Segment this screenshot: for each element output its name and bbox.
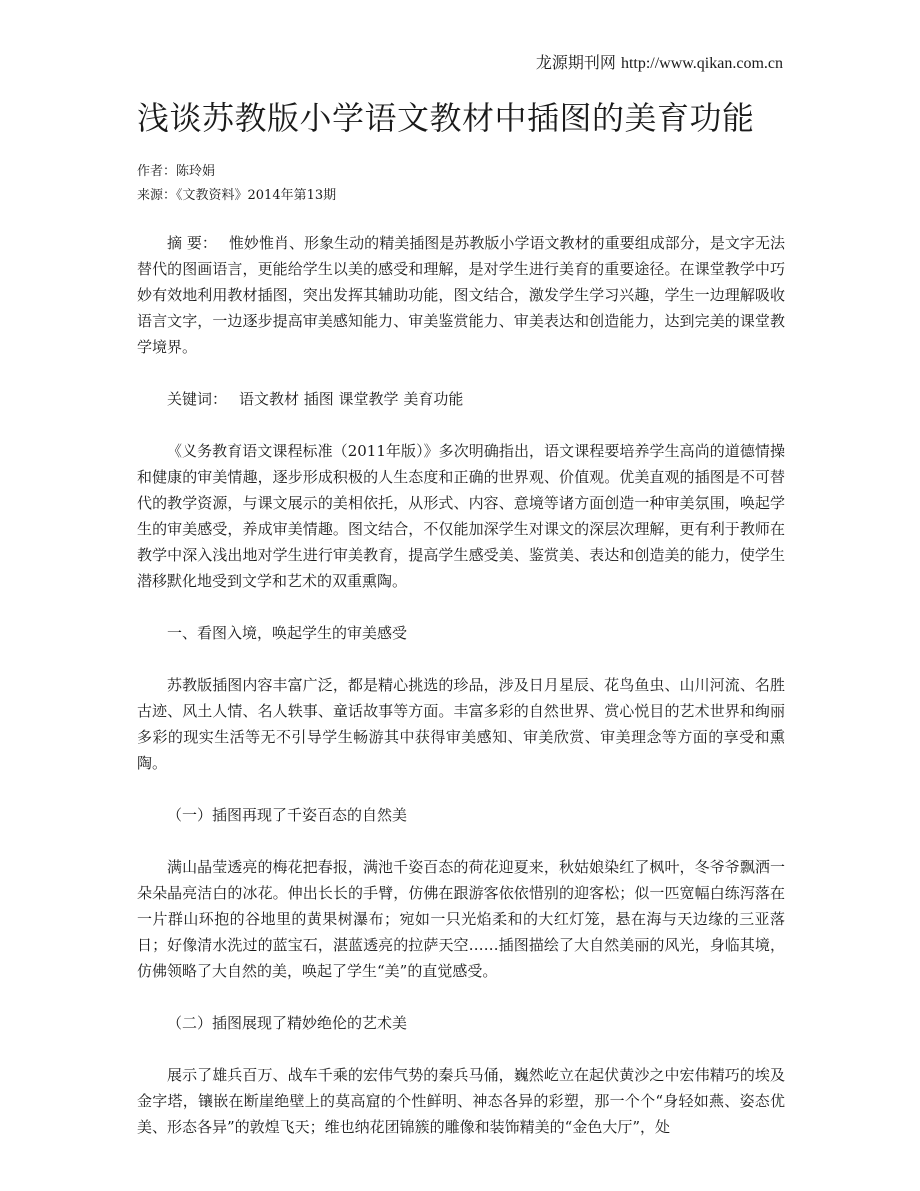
article-body: [137, 230, 785, 1140]
author-line: [137, 160, 336, 184]
abstract-text: 惟妙惟肖、形象生动的精美插图是苏教版小学语文教材的重要组成部分，是文字无法替代的图画语言，更能给学生以美的感受和理解，是对学生进行美育的重要途径。在课堂教学中巧妙有效地利用教材插图，突出发挥其辅助功能，图文结合，激发学生学习兴趣，学生一边理解吸收语言文字，一边逐步提高审美感知能力、审美鉴赏能力、审美表达和创造能力，达到完美的课堂教学境界。: [137, 234, 785, 356]
article-title: 浅谈苏教版小学语文教材中插图的美育功能: [137, 99, 755, 137]
source-value: 《文教资料》2014年第13期: [176, 188, 337, 203]
site-name: 龙源期刊网: [535, 53, 616, 72]
subsection1-heading: （一）插图再现了千姿百态的自然美: [167, 806, 408, 824]
abstract-paragraph: [137, 230, 785, 360]
section1-paragraph: 苏教版插图内容丰富广泛，都是精心挑选的珍品，涉及日月星辰、花鸟鱼虫、山川河流、名胜古迹、风土人情、名人轶事、童话故事等方面。丰富多彩的自然世界、赏心悦目的艺术世界和绚丽多彩的现实生活等无不引导学生畅游其中获得审美感知、审美欣赏、审美理念等方面的享受和熏陶。: [137, 676, 785, 772]
subsection1-paragraph: 满山晶莹透亮的梅花把春报，满池千姿百态的荷花迎夏来，秋姑娘染红了枫叶，冬爷爷飘洒一朵朵晶亮洁白的冰花。伸出长长的手臂，仿佛在跟游客依依惜别的迎客松；似一匹宽幅白练泻落在一片群山环抱的谷地里的黄果树瀑布；宛如一只光焰柔和的大红灯笼，悬在海与天边缘的三亚落日；好像清水洗过的蓝宝石，湛蓝透亮的拉萨天空……插图描绘了大自然美丽的风光，身临其境，仿佛领略了大自然的美，唤起了学生“美”的直觉感受。: [137, 858, 785, 980]
keywords-paragraph: [137, 386, 785, 412]
site-header: [536, 52, 783, 75]
author-label: 作者：: [137, 164, 177, 179]
subsection2-paragraph: 展示了雄兵百万、战车千乘的宏伟气势的秦兵马俑，巍然屹立在起伏黄沙之中宏伟精巧的埃及金字塔，镶嵌在断崖绝壁上的莫高窟的个性鲜明、神态各异的彩塑，那一个个“身轻如燕、姿态优美、形态各异”的敦煌飞天；维也纳花团锦簇的雕像和装饰精美的“金色大厅”，处: [137, 1066, 785, 1136]
author-name: 陈玲娟: [176, 164, 216, 179]
keywords-label: 关键词：: [167, 390, 228, 408]
source-line: [137, 184, 336, 208]
source-label: 来源：: [137, 188, 177, 203]
intro-paragraph: 《义务教育语文课程标准（2011年版）》多次明确指出，语文课程要培养学生高尚的道德情操和健康的审美情趣，逐步形成积极的人生态度和正确的世界观、价值观。优美直观的插图是不可替代的教学资源，与课文展示的美相依托，从形式、内容、意境等诸方面创造一种审美氛围，唤起学生的审美感受，养成审美情趣。图文结合，不仅能加深学生对课文的深层次理解，更有利于教师在教学中深入浅出地对学生进行审美教育，提高学生感受美、鉴赏美、表达和创造美的能力，使学生潜移默化地受到文学和艺术的双重熏陶。: [137, 442, 785, 590]
keywords-text: 语文教材 插图 课堂教学 美育功能: [239, 390, 464, 408]
abstract-label: 摘 要：: [167, 234, 217, 252]
section1-heading: 一、看图入境，唤起学生的审美感受: [167, 624, 408, 642]
article-meta: [137, 160, 336, 208]
subsection2-heading: （二）插图展现了精妙绝伦的艺术美: [167, 1014, 408, 1032]
site-url[interactable]: http://www.qikan.com.cn: [620, 55, 783, 72]
